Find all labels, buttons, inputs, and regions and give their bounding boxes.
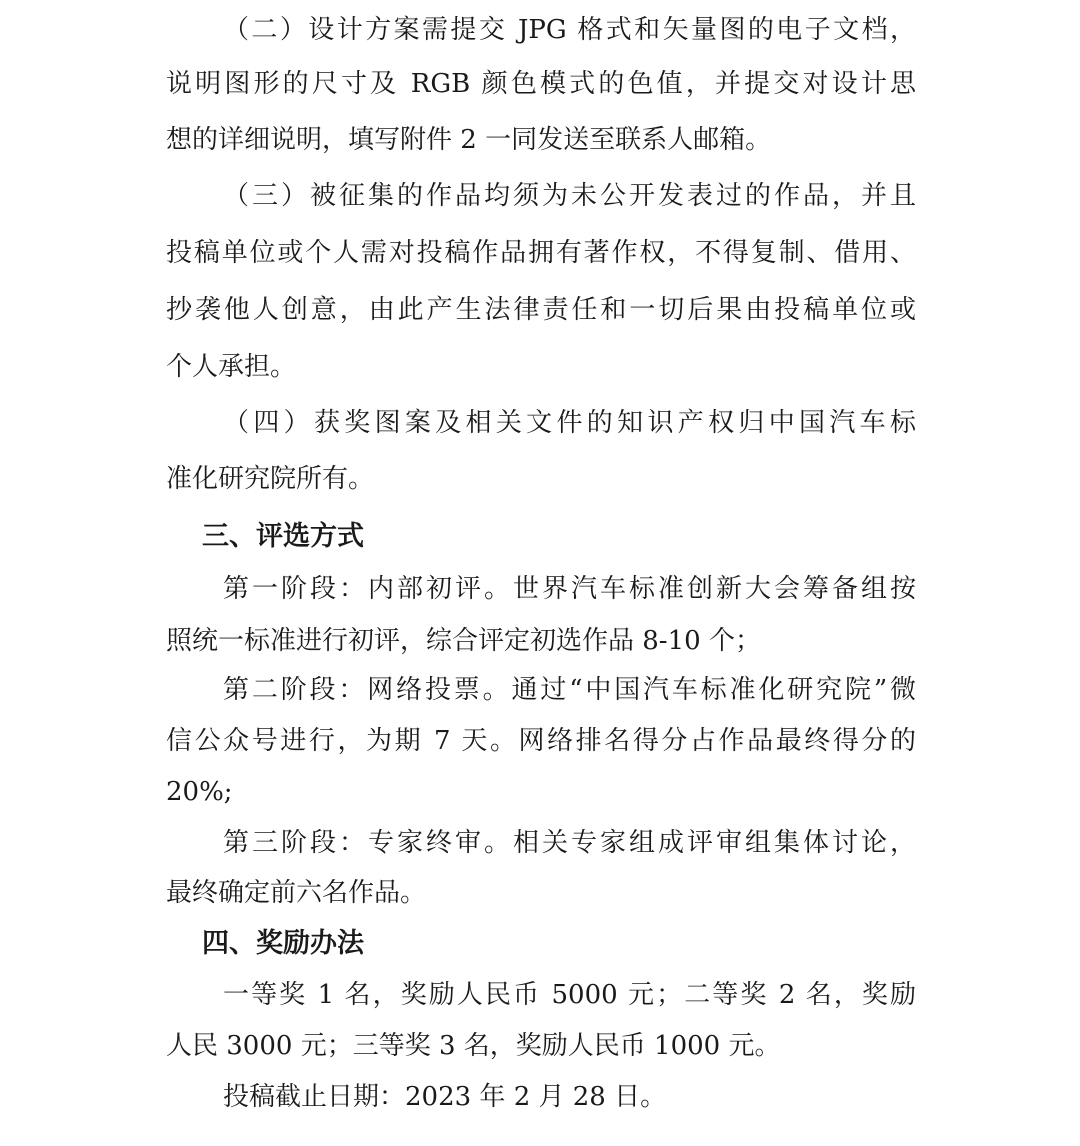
stage-3-line-1: 第三阶段：专家终审。相关专家组成评审组集体讨论， [223, 828, 916, 858]
stage-2-line-2: 信公众号进行，为期 7 天。网络排名得分占作品最终得分的 [166, 726, 916, 756]
stage-2-line-1: 第二阶段：网络投票。通过“中国汽车标准化研究院”微 [223, 675, 916, 705]
stage-3-line-2: 最终确定前六名作品。 [166, 878, 427, 908]
paragraph-3-line-4: 个人承担。 [166, 352, 297, 382]
rewards-line-2: 人民 3000 元；三等奖 3 名，奖励人民币 1000 元。 [166, 1031, 781, 1061]
paragraph-4-line-1: （四）获奖图案及相关文件的知识产权归中国汽车标 [223, 408, 916, 438]
paragraph-3-line-3: 抄袭他人创意，由此产生法律责任和一切后果由投稿单位或 [166, 295, 916, 325]
paragraph-3-line-2: 投稿单位或个人需对投稿作品拥有著作权，不得复制、借用、 [166, 238, 916, 268]
stage-2-line-3: 20%; [166, 777, 233, 807]
section-heading-evaluation: 三、评选方式 [202, 521, 364, 552]
paragraph-2-line-2: 说明图形的尺寸及 RGB 颜色模式的色值，并提交对设计思 [166, 69, 916, 99]
paragraph-3-line-1: （三）被征集的作品均须为未公开发表过的作品，并且 [223, 181, 916, 211]
rewards-line-1: 一等奖 1 名，奖励人民币 5000 元；二等奖 2 名，奖励 [223, 980, 916, 1010]
deadline-line: 投稿截止日期：2023 年 2 月 28 日。 [223, 1082, 667, 1112]
paragraph-2-line-3: 想的详细说明，填写附件 2 一同发送至联系人邮箱。 [166, 125, 772, 155]
paragraph-2-line-1: （二）设计方案需提交 JPG 格式和矢量图的电子文档， [223, 15, 916, 45]
paragraph-4-line-2: 准化研究院所有。 [166, 464, 375, 494]
stage-1-line-2: 照统一标准进行初评，综合评定初选作品 8-10 个； [166, 626, 761, 656]
stage-1-line-1: 第一阶段：内部初评。世界汽车标准创新大会筹备组按 [223, 574, 916, 604]
section-heading-rewards: 四、奖励办法 [202, 928, 364, 959]
